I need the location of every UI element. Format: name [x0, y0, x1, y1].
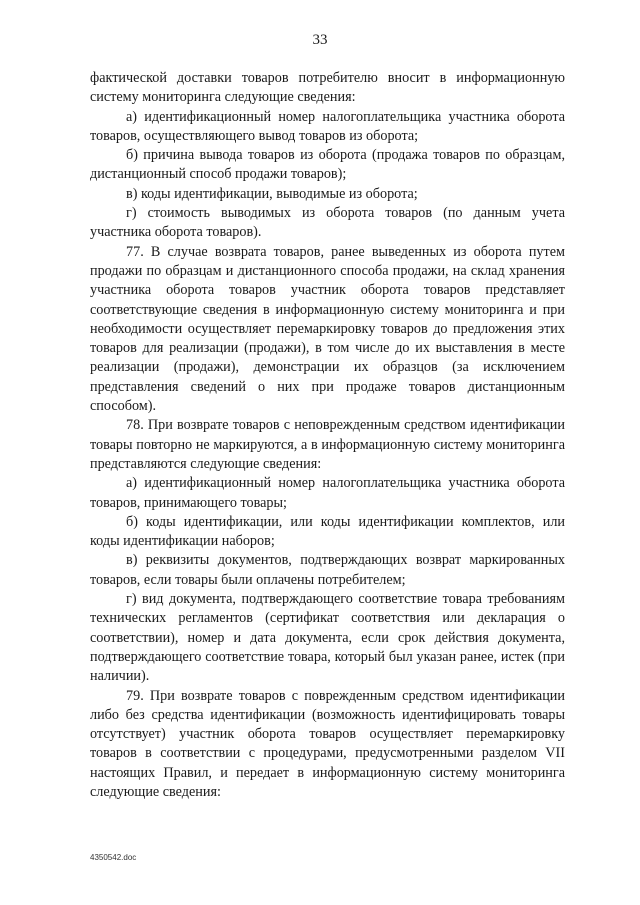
paragraph-78: 78. При возврате товаров с неповрежденным средством идентификации товары повторно не маркируются, а в информационную систему мониторинга представляются следующие сведения: [90, 417, 565, 472]
paragraph-78-item-g: г) вид документа, подтверждающего соответствие товара требованиям технических регламентов (сертификат соответствия или декларация о соответствии), номер и дата документа, если срок действия документа, подтверждающего соответствие товара, который был указан ранее, истек (при наличии). [90, 591, 565, 685]
paragraph-item-v: в) коды идентификации, выводимые из оборота; [126, 185, 418, 202]
paragraph-77: 77. В случае возврата товаров, ранее выведенных из оборота путем продажи по образцам и дистанционного способа продажи, на склад хранения участника оборота товаров участник оборота товаров представляет соответствующие сведения в информационную систему мониторинга и при необходимости осуществляет перемаркировку товаров до предложения этих товаров для реализации (продажи), в том числе до их выставления в месте реализации (продажи), демонстрации их образцов (за исключением представления сведений о них при продаже товаров дистанционным способом). [90, 243, 565, 415]
paragraph-79: 79. При возврате товаров с поврежденным средством идентификации либо без средства идентификации (возможность идентифицировать товары отсутствует) участник оборота товаров осуществляет перемаркировку товаров в соответствии с процедурами, предусмотренными разделом VII настоящих Правил, и передает в информационную систему мониторинга следующие сведения: [90, 687, 565, 800]
paragraph-78-item-b: б) коды идентификации, или коды идентификации комплектов, или коды идентификации наборов; [90, 513, 565, 550]
paragraph-continuation: фактической доставки товаров потребителю вносит в информационную систему мониторинга следующие сведения: [90, 70, 565, 106]
document-body [90, 69, 565, 802]
paragraph-item-g: г) стоимость выводимых из оборота товаров (по данным учета участника оборота товаров). [90, 205, 565, 241]
paragraph-78-item-v: в) реквизиты документов, подтверждающих возврат маркированных товаров, если товары были оплачены потребителем; [90, 552, 565, 588]
page-number: 33 [312, 32, 328, 48]
paragraph-78-item-a: а) идентификационный номер налогоплательщика участника оборота товаров, принимающего товары; [90, 475, 565, 511]
file-footer: 4350542.doc [90, 853, 137, 862]
paragraph-item-a: а) идентификационный номер налогоплательщика участника оборота товаров, осуществляющего вывод товаров из оборота; [90, 108, 565, 144]
paragraph-item-b: б) причина вывода товаров из оборота (продажа товаров по образцам, дистанционный способ продажи товаров); [90, 147, 565, 183]
